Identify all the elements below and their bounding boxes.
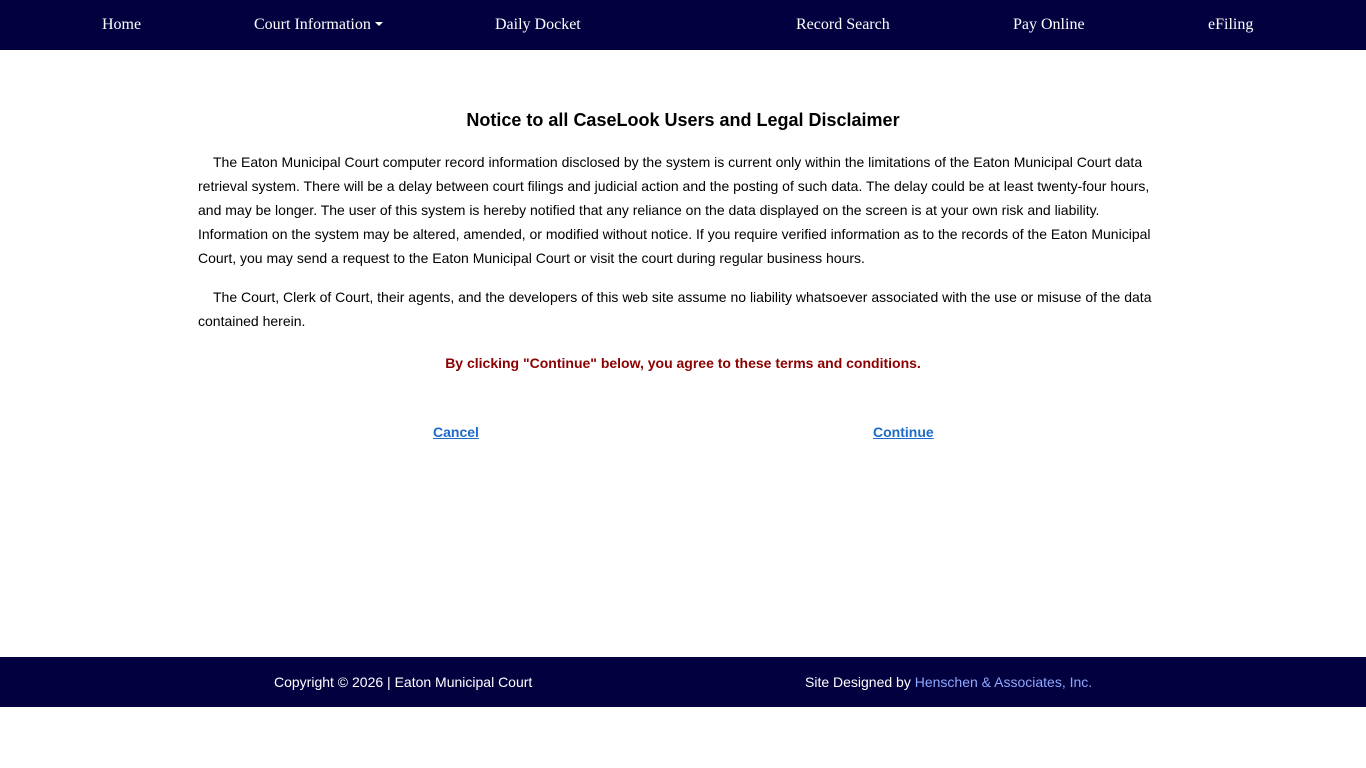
footer-designed-by-label: Site Designed by (805, 674, 911, 690)
notice-title: Notice to all CaseLook Users and Legal Disclaimer (466, 110, 900, 130)
caret-down-icon (375, 22, 383, 26)
top-navigation-bar (0, 0, 1366, 50)
terms-agreement-notice: By clicking "Continue" below, you agree to these terms and conditions. (445, 355, 921, 371)
nav-home-link[interactable]: Home (102, 16, 142, 33)
footer-copyright: Copyright © 2026 | Eaton Municipal Court (274, 674, 533, 690)
continue-link[interactable]: Continue (873, 424, 934, 440)
footer-credit (805, 657, 1092, 707)
cancel-link[interactable]: Cancel (433, 424, 479, 440)
nav-court-information-dropdown[interactable] (254, 0, 383, 50)
nav-court-information-label: Court Information (254, 16, 371, 33)
nav-record-search-link[interactable]: Record Search (796, 16, 890, 33)
disclaimer-paragraph-1: The Eaton Municipal Court computer record information disclosed by the system is current only within the limitations of the Eaton Municipal Court data retrieval system. There will be a delay between court filings and judicial action and the posting of such data. The delay could be at least twenty-four hours, and may be longer. The user of this system is hereby notified that any reliance on the data displayed on the screen is at your own risk and liability. Information on the system may be altered, amended, or modified without notice. If you require verified information as to the records of the Eaton Municipal Court, you may send a request to the Eaton Municipal Court or visit the court during regular business hours. (198, 154, 1151, 266)
nav-efiling-link[interactable]: eFiling (1208, 16, 1254, 33)
disclaimer-paragraph-2: The Court, Clerk of Court, their agents, and the developers of this web site assume no liability whatsoever associated with the use or misuse of the data contained herein. (198, 289, 1152, 329)
nav-pay-online-link[interactable]: Pay Online (1013, 16, 1085, 33)
footer (0, 657, 1366, 707)
nav-daily-docket-link[interactable]: Daily Docket (495, 16, 581, 33)
footer-designer-link[interactable]: Henschen & Associates, Inc. (914, 674, 1093, 690)
